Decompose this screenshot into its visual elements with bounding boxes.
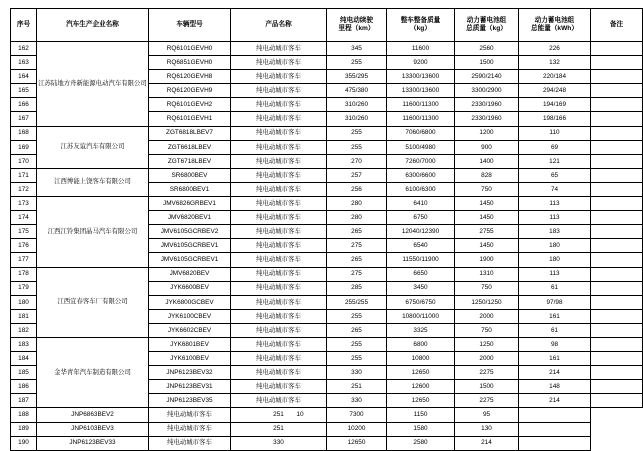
cell-seq: 167 bbox=[11, 112, 37, 126]
cell-remark bbox=[591, 267, 643, 281]
cell-product: 纯电动城市客车 bbox=[231, 84, 327, 98]
cell-curb-mass: 12600 bbox=[387, 380, 455, 394]
cell-range: 251 bbox=[327, 380, 387, 394]
cell-seq: 174 bbox=[11, 211, 37, 225]
table-row bbox=[11, 422, 643, 436]
cell-seq: 181 bbox=[11, 309, 37, 323]
cell-product: 纯电动城市客车 bbox=[231, 126, 327, 140]
cell-range: 265 bbox=[327, 323, 387, 337]
cell-product: 纯电动城市客车 bbox=[231, 182, 327, 196]
cell-seq: 178 bbox=[11, 267, 37, 281]
cell-range: 275 bbox=[327, 239, 387, 253]
cell-curb-mass: 6100/6300 bbox=[387, 182, 455, 196]
cell-curb-mass: 12650 bbox=[387, 394, 455, 408]
cell-model: ZGT6818LBEV7 bbox=[149, 126, 231, 140]
cell-range: 255 bbox=[327, 126, 387, 140]
cell-range: 355/295 bbox=[327, 70, 387, 84]
table-row bbox=[11, 337, 643, 351]
cell-remark bbox=[591, 352, 643, 366]
cell-product: 纯电动城市客车 bbox=[231, 70, 327, 84]
cell-battery-capacity: 113 bbox=[519, 211, 591, 225]
cell-curb-mass: 6750 bbox=[387, 211, 455, 225]
cell-battery-mass: 1450 bbox=[455, 197, 519, 211]
cell-product: 纯电动城市客车 bbox=[149, 436, 231, 450]
cell-battery-capacity: 132 bbox=[519, 56, 591, 70]
cell-curb-mass: 11600/11300 bbox=[387, 98, 455, 112]
cell-battery-mass: 1150 bbox=[387, 408, 455, 422]
cell-range: 255/255 bbox=[327, 295, 387, 309]
cell-model: RQ6120GEVH8 bbox=[149, 70, 231, 84]
column-header-model: 车辆型号 bbox=[149, 9, 231, 42]
table-header-row bbox=[11, 9, 643, 42]
cell-range: 345 bbox=[327, 42, 387, 56]
cell-company: 江苏陆地方舟新能源电动汽车有限公司 bbox=[37, 42, 149, 127]
cell-seq: 168 bbox=[11, 126, 37, 140]
cell-remark bbox=[519, 436, 591, 450]
cell-remark bbox=[591, 323, 643, 337]
cell-battery-mass: 1500 bbox=[455, 56, 519, 70]
cell-remark bbox=[591, 126, 643, 140]
cell-battery-capacity: 148 bbox=[519, 380, 591, 394]
column-header-curb-mass-line2: （kg） bbox=[410, 25, 431, 32]
cell-remark bbox=[591, 98, 643, 112]
cell-product: 纯电动城市客车 bbox=[231, 253, 327, 267]
cell-remark bbox=[591, 56, 643, 70]
cell-model: RQ6101GEVH2 bbox=[149, 98, 231, 112]
cell-battery-capacity: 97/98 bbox=[519, 295, 591, 309]
cell-model: JNP6123BEV33 bbox=[37, 436, 149, 450]
cell-model: JNP6123BEV31 bbox=[149, 380, 231, 394]
cell-curb-mass: 12650 bbox=[327, 436, 387, 450]
column-header-range-line1: 纯电动续驶 bbox=[340, 16, 373, 24]
cell-remark bbox=[591, 225, 643, 239]
column-header-product: 产品名称 bbox=[231, 9, 327, 42]
cell-range: 257 bbox=[327, 168, 387, 182]
cell-battery-mass: 1250/1250 bbox=[455, 295, 519, 309]
cell-battery-mass: 1400 bbox=[455, 154, 519, 168]
cell-battery-mass: 1250 bbox=[455, 337, 519, 351]
cell-model: JYK6100BEV bbox=[149, 352, 231, 366]
cell-remark bbox=[591, 253, 643, 267]
cell-battery-capacity: 130 bbox=[455, 422, 519, 436]
cell-model: JNP6123BEV35 bbox=[149, 394, 231, 408]
cell-range: 330 bbox=[327, 366, 387, 380]
cell-remark bbox=[591, 211, 643, 225]
cell-battery-mass: 2560 bbox=[455, 42, 519, 56]
cell-seq: 190 bbox=[11, 436, 37, 450]
table-header bbox=[11, 9, 643, 42]
cell-range: 280 bbox=[327, 197, 387, 211]
cell-curb-mass: 13300/13600 bbox=[387, 70, 455, 84]
table-row bbox=[11, 168, 643, 182]
cell-battery-mass: 750 bbox=[455, 182, 519, 196]
cell-model: ZGT6718LBEV bbox=[149, 154, 231, 168]
cell-battery-mass: 2330/1960 bbox=[455, 112, 519, 126]
cell-range: 275 bbox=[327, 267, 387, 281]
column-header-range-line2: 里程（km） bbox=[338, 25, 375, 32]
cell-range: 330 bbox=[231, 436, 327, 450]
cell-curb-mass: 3450 bbox=[387, 281, 455, 295]
column-header-battery-capacity bbox=[519, 9, 591, 42]
cell-remark bbox=[591, 337, 643, 351]
cell-battery-mass: 1450 bbox=[455, 211, 519, 225]
cell-company: 金华青年汽车制造有限公司 bbox=[37, 337, 149, 407]
cell-battery-mass: 828 bbox=[455, 168, 519, 182]
cell-seq: 172 bbox=[11, 182, 37, 196]
cell-battery-capacity: 214 bbox=[519, 366, 591, 380]
cell-range: 255 bbox=[327, 337, 387, 351]
cell-curb-mass: 6540 bbox=[387, 239, 455, 253]
cell-product: 纯电动城市客车 bbox=[231, 309, 327, 323]
cell-battery-mass: 2330/1960 bbox=[455, 98, 519, 112]
column-header-company: 汽车生产企业名称 bbox=[37, 9, 149, 42]
cell-battery-mass: 1310 bbox=[455, 267, 519, 281]
table-row bbox=[11, 436, 643, 450]
cell-battery-mass: 2590/2140 bbox=[455, 70, 519, 84]
cell-range: 330 bbox=[327, 394, 387, 408]
cell-battery-capacity: 180 bbox=[519, 239, 591, 253]
cell-remark bbox=[591, 140, 643, 154]
cell-battery-capacity: 198/166 bbox=[519, 112, 591, 126]
cell-remark bbox=[591, 281, 643, 295]
cell-battery-capacity: 98 bbox=[519, 337, 591, 351]
cell-battery-capacity: 161 bbox=[519, 352, 591, 366]
cell-remark bbox=[591, 84, 643, 98]
cell-product: 纯电动城市客车 bbox=[231, 323, 327, 337]
cell-product: 纯电动城市客车 bbox=[149, 408, 231, 422]
cell-model: JNP6123BEV32 bbox=[149, 366, 231, 380]
cell-company: 江西博能上饶客车有限公司 bbox=[37, 168, 149, 196]
cell-battery-capacity: 69 bbox=[519, 140, 591, 154]
cell-battery-capacity: 214 bbox=[455, 436, 519, 450]
cell-battery-capacity: 194/169 bbox=[519, 98, 591, 112]
cell-battery-mass: 1450 bbox=[455, 239, 519, 253]
table-row bbox=[11, 42, 643, 56]
cell-product: 纯电动城市客车 bbox=[231, 295, 327, 309]
cell-model: JMV6826GRBEV1 bbox=[149, 197, 231, 211]
cell-battery-mass: 2580 bbox=[387, 436, 455, 450]
cell-product: 纯电动城市客车 bbox=[231, 337, 327, 351]
cell-range: 310/260 bbox=[327, 98, 387, 112]
cell-curb-mass: 13300/13600 bbox=[387, 84, 455, 98]
cell-range: 280 bbox=[327, 211, 387, 225]
cell-battery-capacity: 65 bbox=[519, 168, 591, 182]
cell-curb-mass: 6410 bbox=[387, 197, 455, 211]
cell-curb-mass: 11600/11300 bbox=[387, 112, 455, 126]
cell-battery-mass: 2755 bbox=[455, 225, 519, 239]
cell-range: 256 bbox=[327, 182, 387, 196]
column-header-battery-mass bbox=[455, 9, 519, 42]
cell-seq: 170 bbox=[11, 154, 37, 168]
cell-product: 纯电动城市客车 bbox=[231, 42, 327, 56]
cell-remark bbox=[519, 422, 591, 436]
cell-battery-capacity: 61 bbox=[519, 323, 591, 337]
cell-battery-capacity: 121 bbox=[519, 154, 591, 168]
cell-battery-capacity: 110 bbox=[519, 126, 591, 140]
table-body bbox=[11, 42, 643, 451]
cell-remark bbox=[591, 239, 643, 253]
cell-remark bbox=[591, 197, 643, 211]
cell-seq: 184 bbox=[11, 352, 37, 366]
cell-seq: 182 bbox=[11, 323, 37, 337]
cell-model: JMV6105GCRBEV1 bbox=[149, 239, 231, 253]
cell-seq: 173 bbox=[11, 197, 37, 211]
cell-model: JYK6600BEV bbox=[149, 281, 231, 295]
cell-product: 纯电动城市客车 bbox=[231, 281, 327, 295]
cell-product: 纯电动城市客车 bbox=[231, 225, 327, 239]
cell-range: 255 bbox=[327, 352, 387, 366]
cell-curb-mass: 10800/11000 bbox=[387, 309, 455, 323]
cell-product: 纯电动城市客车 bbox=[231, 352, 327, 366]
cell-seq: 179 bbox=[11, 281, 37, 295]
column-header-battery-mass-line1: 动力蓄电池组 bbox=[466, 16, 507, 24]
column-header-curb-mass-line1: 整车整备质量 bbox=[400, 16, 441, 24]
cell-battery-capacity: 161 bbox=[519, 309, 591, 323]
cell-model: RQ6101GEVH1 bbox=[149, 112, 231, 126]
cell-product: 纯电动城市客车 bbox=[231, 211, 327, 225]
cell-curb-mass: 10200 bbox=[327, 422, 387, 436]
cell-range: 265 bbox=[327, 253, 387, 267]
cell-curb-mass: 6300/6600 bbox=[387, 168, 455, 182]
cell-curb-mass: 11550/11900 bbox=[387, 253, 455, 267]
cell-product: 纯电动城市客车 bbox=[231, 56, 327, 70]
cell-company: 江西江铃集团晶马汽车有限公司 bbox=[37, 197, 149, 267]
cell-curb-mass: 7300 bbox=[327, 408, 387, 422]
cell-battery-capacity: 214 bbox=[519, 394, 591, 408]
cell-product: 纯电动城市客车 bbox=[231, 380, 327, 394]
cell-curb-mass: 6650 bbox=[387, 267, 455, 281]
cell-battery-mass: 2000 bbox=[455, 309, 519, 323]
cell-battery-mass: 1900 bbox=[455, 253, 519, 267]
cell-battery-mass: 750 bbox=[455, 281, 519, 295]
cell-range: 475/380 bbox=[327, 84, 387, 98]
cell-remark bbox=[591, 380, 643, 394]
cell-company: 江西宜春客车厂有限公司 bbox=[37, 267, 149, 337]
cell-product: 纯电动城市客车 bbox=[231, 154, 327, 168]
cell-battery-mass: 2000 bbox=[455, 352, 519, 366]
cell-seq: 169 bbox=[11, 140, 37, 154]
table-row bbox=[11, 267, 643, 281]
cell-battery-capacity: 113 bbox=[519, 267, 591, 281]
cell-range: 251 bbox=[231, 422, 327, 436]
cell-product: 纯电动城市客车 bbox=[231, 239, 327, 253]
cell-seq: 189 bbox=[11, 422, 37, 436]
cell-model: RQ6120GEVH9 bbox=[149, 84, 231, 98]
cell-curb-mass: 6800 bbox=[387, 337, 455, 351]
cell-product: 纯电动城市客车 bbox=[149, 422, 231, 436]
column-header-battery-mass-line2: 总质量（kg） bbox=[466, 25, 507, 32]
cell-curb-mass: 10800 bbox=[387, 352, 455, 366]
cell-battery-mass: 750 bbox=[455, 323, 519, 337]
cell-model: JNP6863BEV2 bbox=[37, 408, 149, 422]
cell-battery-mass: 1580 bbox=[387, 422, 455, 436]
cell-battery-capacity: 220/184 bbox=[519, 70, 591, 84]
cell-curb-mass: 3325 bbox=[387, 323, 455, 337]
cell-model: JYK6100CBEV bbox=[149, 309, 231, 323]
cell-seq: 164 bbox=[11, 70, 37, 84]
cell-battery-mass: 900 bbox=[455, 140, 519, 154]
cell-model: SR6800BEV1 bbox=[149, 182, 231, 196]
cell-product: 纯电动城市客车 bbox=[231, 197, 327, 211]
cell-model: RQ6851GEVH0 bbox=[149, 56, 231, 70]
cell-battery-mass: 2275 bbox=[455, 366, 519, 380]
cell-range: 255 bbox=[327, 140, 387, 154]
cell-battery-capacity: 61 bbox=[519, 281, 591, 295]
cell-curb-mass: 12040/12390 bbox=[387, 225, 455, 239]
cell-battery-capacity: 113 bbox=[519, 197, 591, 211]
page-number: 10 bbox=[296, 411, 304, 418]
cell-remark bbox=[591, 182, 643, 196]
cell-seq: 163 bbox=[11, 56, 37, 70]
cell-product: 纯电动城市客车 bbox=[231, 140, 327, 154]
cell-product: 纯电动城市客车 bbox=[231, 366, 327, 380]
cell-curb-mass: 5100/4980 bbox=[387, 140, 455, 154]
cell-model: JMV6820BEV1 bbox=[149, 211, 231, 225]
cell-seq: 185 bbox=[11, 366, 37, 380]
cell-seq: 176 bbox=[11, 239, 37, 253]
table-row bbox=[11, 126, 643, 140]
cell-seq: 187 bbox=[11, 394, 37, 408]
cell-remark bbox=[591, 112, 643, 126]
column-header-curb-mass bbox=[387, 9, 455, 42]
cell-curb-mass: 7060/6800 bbox=[387, 126, 455, 140]
cell-seq: 180 bbox=[11, 295, 37, 309]
cell-model: SR6800BEV bbox=[149, 168, 231, 182]
cell-range: 285 bbox=[327, 281, 387, 295]
cell-remark bbox=[591, 295, 643, 309]
cell-range: 265 bbox=[327, 225, 387, 239]
cell-model: JMV6105GCRBEV2 bbox=[149, 225, 231, 239]
cell-curb-mass: 9200 bbox=[387, 56, 455, 70]
cell-seq: 175 bbox=[11, 225, 37, 239]
cell-range: 310/260 bbox=[327, 112, 387, 126]
cell-model: RQ6101GEVH0 bbox=[149, 42, 231, 56]
column-header-range bbox=[327, 9, 387, 42]
cell-product: 纯电动城市客车 bbox=[231, 267, 327, 281]
cell-battery-mass: 1500 bbox=[455, 380, 519, 394]
cell-seq: 177 bbox=[11, 253, 37, 267]
cell-remark bbox=[591, 70, 643, 84]
cell-remark bbox=[591, 168, 643, 182]
cell-seq: 165 bbox=[11, 84, 37, 98]
cell-product: 纯电动城市客车 bbox=[231, 112, 327, 126]
cell-seq: 183 bbox=[11, 337, 37, 351]
cell-seq: 186 bbox=[11, 380, 37, 394]
cell-curb-mass: 12650 bbox=[387, 366, 455, 380]
cell-range: 255 bbox=[327, 56, 387, 70]
cell-battery-capacity: 183 bbox=[519, 225, 591, 239]
cell-seq: 171 bbox=[11, 168, 37, 182]
cell-battery-capacity: 180 bbox=[519, 253, 591, 267]
cell-battery-capacity: 226 bbox=[519, 42, 591, 56]
cell-range: 270 bbox=[327, 154, 387, 168]
cell-remark bbox=[591, 394, 643, 408]
cell-model: JYK6800GCBEV bbox=[149, 295, 231, 309]
cell-product: 纯电动城市客车 bbox=[231, 394, 327, 408]
cell-seq: 188 bbox=[11, 408, 37, 422]
cell-curb-mass: 6750/6750 bbox=[387, 295, 455, 309]
cell-battery-capacity: 294/248 bbox=[519, 84, 591, 98]
cell-battery-mass: 2275 bbox=[455, 394, 519, 408]
cell-model: JMV6105GCRBEV1 bbox=[149, 253, 231, 267]
cell-remark bbox=[591, 42, 643, 56]
cell-range: 255 bbox=[327, 309, 387, 323]
cell-model: JYK6801BEV bbox=[149, 337, 231, 351]
cell-battery-mass: 1200 bbox=[455, 126, 519, 140]
cell-remark bbox=[591, 309, 643, 323]
cell-seq: 166 bbox=[11, 98, 37, 112]
cell-battery-mass: 3300/2900 bbox=[455, 84, 519, 98]
cell-product: 纯电动城市客车 bbox=[231, 168, 327, 182]
cell-remark bbox=[591, 154, 643, 168]
cell-curb-mass: 11600 bbox=[387, 42, 455, 56]
column-header-battery-capacity-line1: 动力蓄电池组 bbox=[534, 16, 575, 24]
cell-battery-capacity: 74 bbox=[519, 182, 591, 196]
cell-company: 江苏友谊汽车有限公司 bbox=[37, 126, 149, 168]
cell-remark bbox=[591, 366, 643, 380]
cell-model: ZGT6618LBEV bbox=[149, 140, 231, 154]
column-header-battery-capacity-line2: 总能量（kWh） bbox=[531, 25, 578, 32]
column-header-remark: 备注 bbox=[591, 9, 643, 42]
cell-range: 251 bbox=[231, 408, 327, 422]
table-row bbox=[11, 197, 643, 211]
cell-product: 纯电动城市客车 bbox=[231, 98, 327, 112]
vehicle-catalog-table bbox=[10, 8, 643, 451]
cell-seq: 162 bbox=[11, 42, 37, 56]
cell-curb-mass: 7260/7000 bbox=[387, 154, 455, 168]
column-header-seq: 序号 bbox=[11, 9, 37, 42]
cell-model: JMV6820BEV bbox=[149, 267, 231, 281]
cell-model: JYK6602CBEV bbox=[149, 323, 231, 337]
cell-battery-capacity: 95 bbox=[455, 408, 519, 422]
cell-model: JNP6103BEV3 bbox=[37, 422, 149, 436]
